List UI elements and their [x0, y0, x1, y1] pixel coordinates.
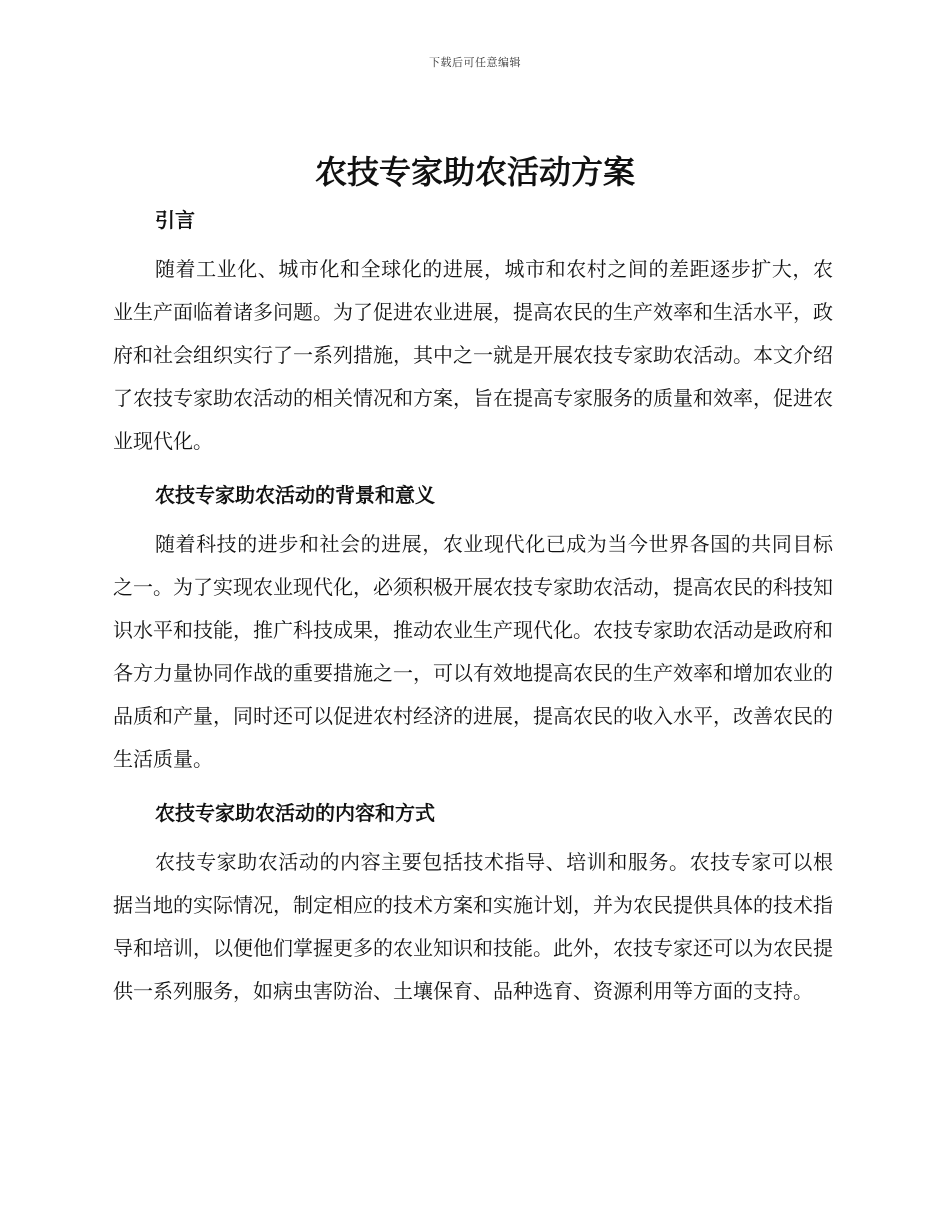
section-background [113, 475, 833, 781]
section-paragraph: 随着科技的进步和社会的进展，农业现代化已成为当今世界各国的共同目标之一。为了实现农业现代化，必须积极开展农技专家助农活动，提高农民的科技知识水平和技能，推广科技成果，推动农业生产现代化。农技专家助农活动是政府和各方力量协同作战的重要措施之一，可以有效地提高农民的生产效率和增加农业的品质和产量，同时还可以促进农村经济的进展，提高农民的收入水平，改善农民的生活质量。 [113, 532, 833, 771]
section-heading: 引言 [155, 208, 195, 232]
section-paragraph: 农技专家助农活动的内容主要包括技术指导、培训和服务。农技专家可以根据当地的实际情况，制定相应的技术方案和实施计划，并为农民提供具体的技术指导和培训，以便他们掌握更多的农业知识和技能。此外，农技专家还可以为农民提供一系列服务，如病虫害防治、土壤保育、品种选育、资源利用等方面的支持。 [113, 850, 833, 1003]
section-introduction [113, 200, 833, 463]
section-content-and-methods [113, 793, 833, 1013]
section-heading: 农技专家助农活动的背景和意义 [155, 483, 435, 507]
header-note: 下载后可任意编辑 [429, 56, 521, 69]
document-body [113, 200, 833, 1025]
section-heading: 农技专家助农活动的内容和方式 [155, 801, 435, 825]
document-title: 农技专家助农活动方案 [314, 153, 635, 191]
section-paragraph: 随着工业化、城市化和全球化的进展，城市和农村之间的差距逐步扩大，农业生产面临着诸多问题。为了促进农业进展，提高农民的生产效率和生活水平，政府和社会组织实行了一系列措施，其中之一就是开展农技专家助农活动。本文介绍了农技专家助农活动的相关情况和方案，旨在提高专家服务的质量和效率，促进农业现代化。 [113, 257, 833, 453]
